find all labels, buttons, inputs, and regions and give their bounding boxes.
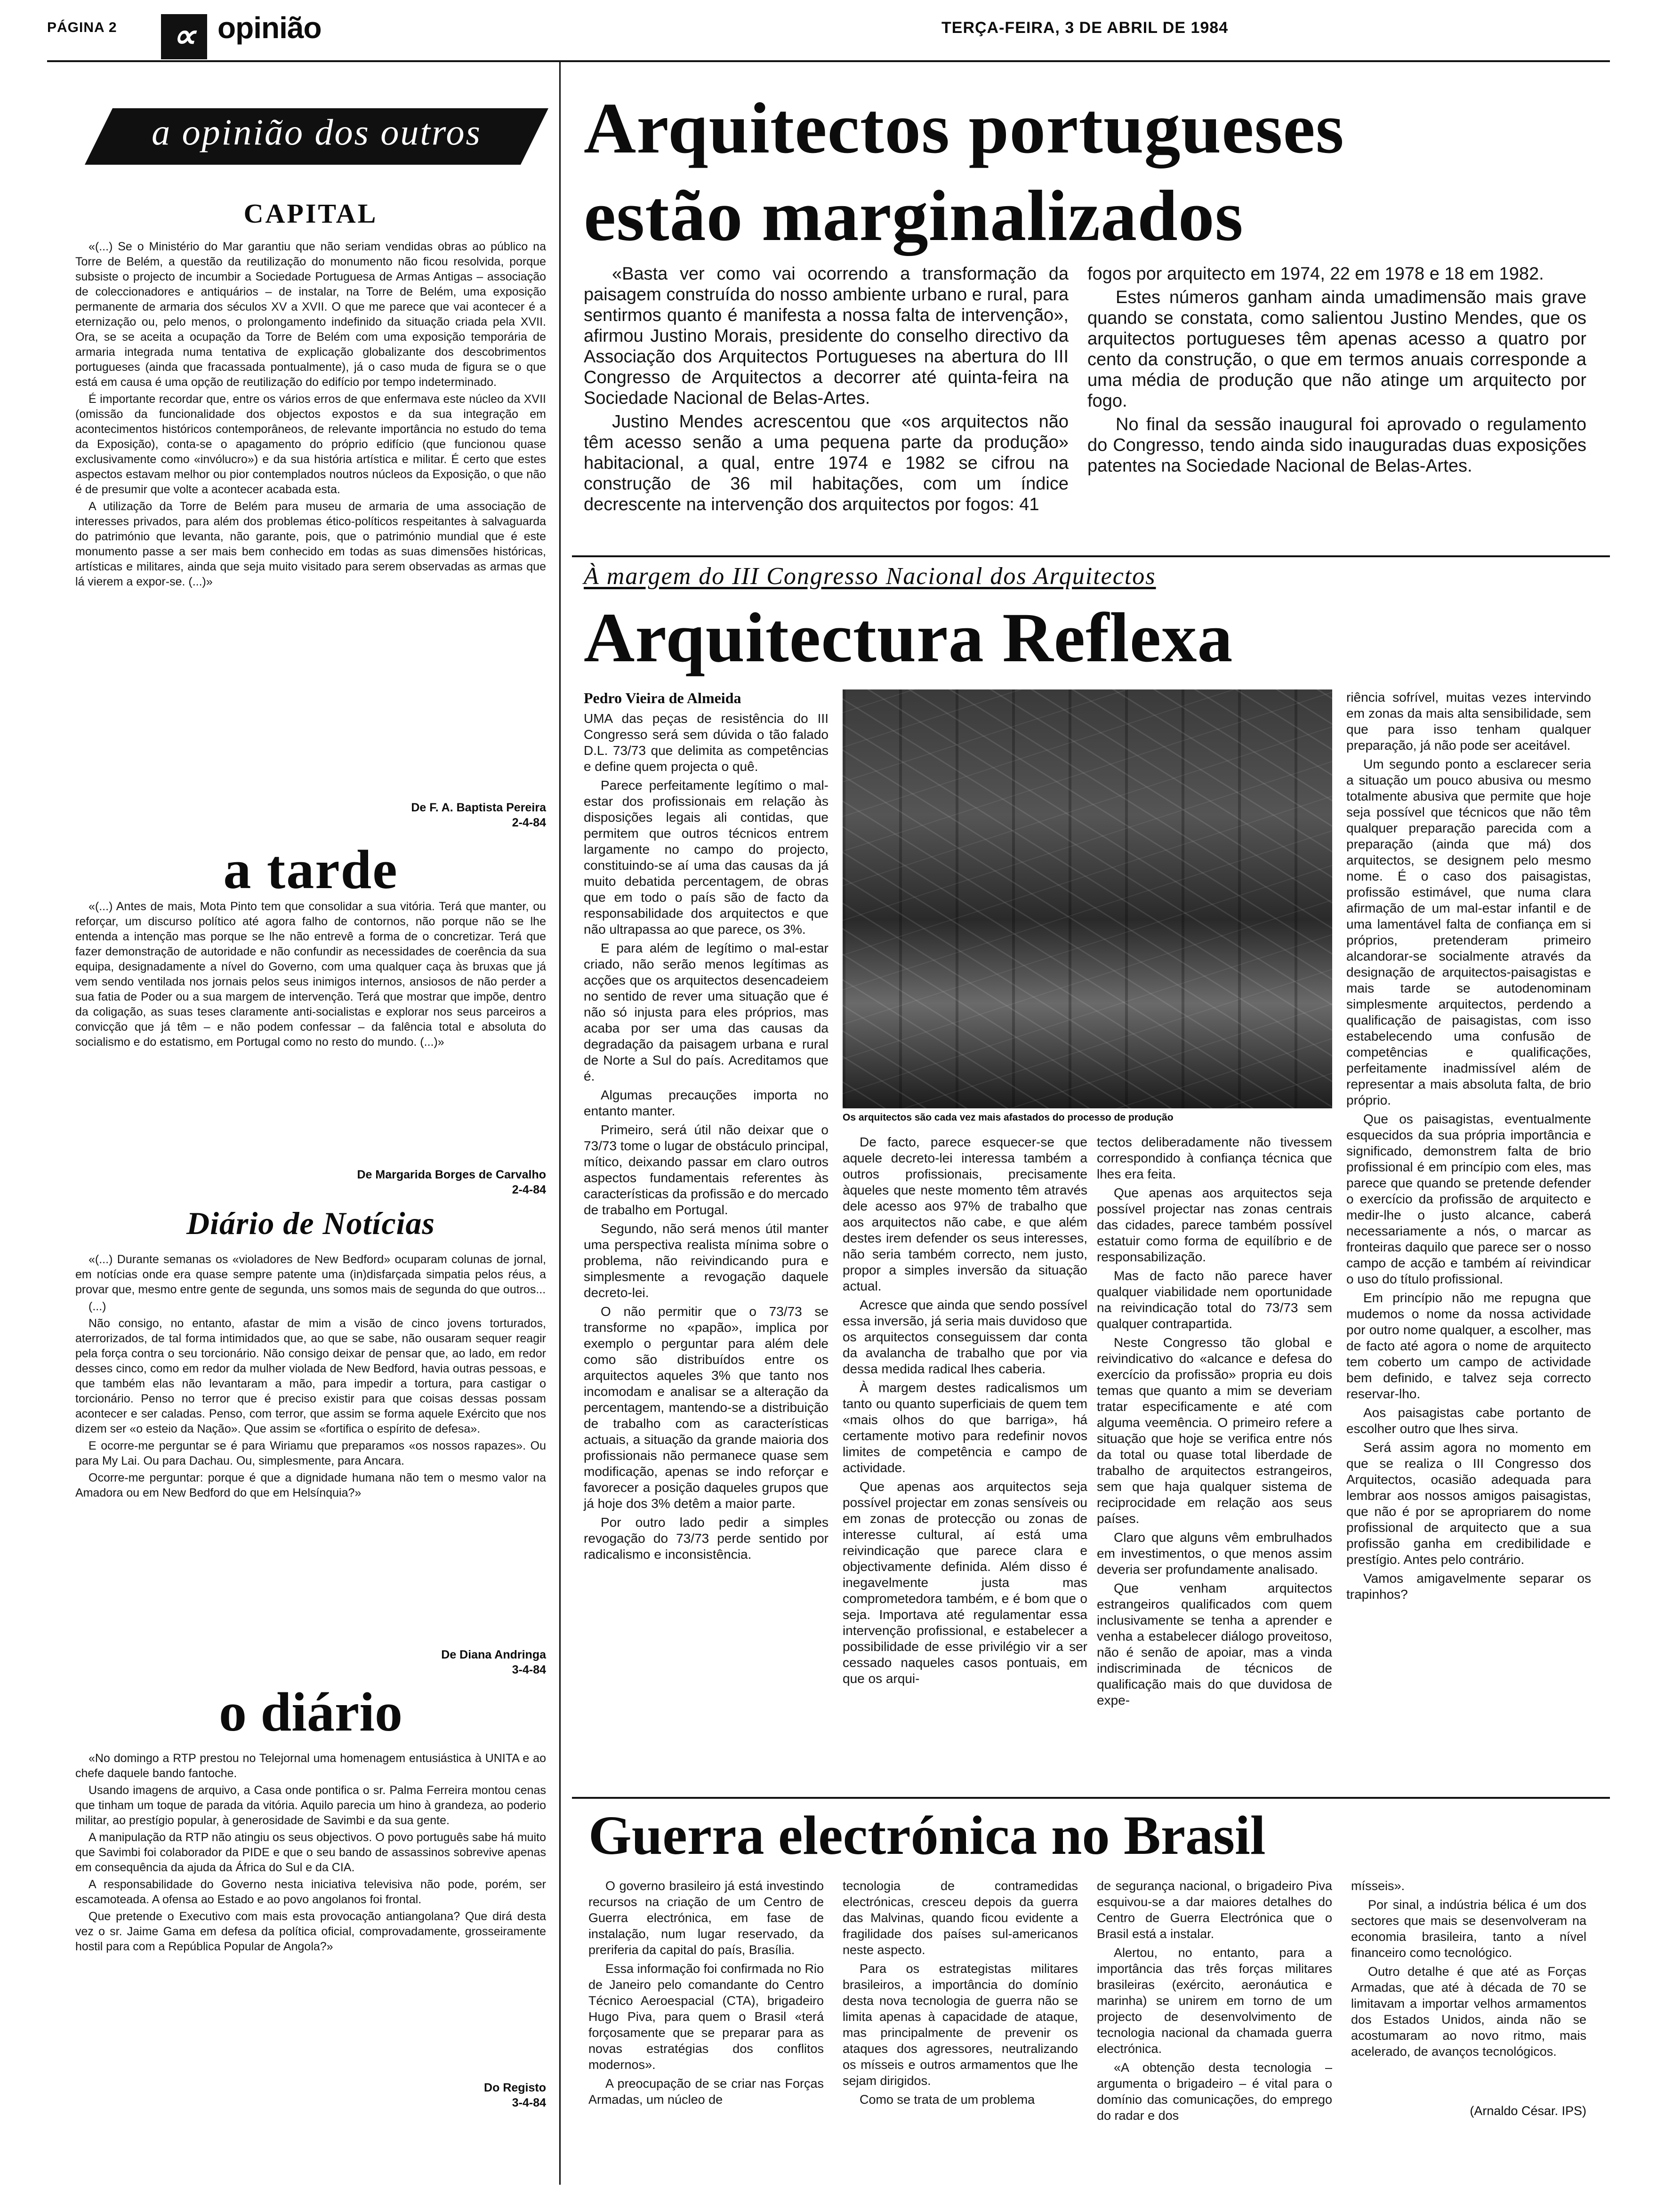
guerra-paragraph: tecnologia de contramedidas electrónicas, cresceu depois da guerra das Malvinas, quando ficou evidente a fragilidade dos países sul-americanos neste aspecto. bbox=[843, 1879, 1078, 1957]
odiario-paragraph: «No domingo a RTP prestou no Telejornal uma homenagem entusiástica à UNITA e ao chefe daquele bando fantoche. bbox=[75, 1752, 546, 1780]
atarde-title: a tarde bbox=[223, 839, 398, 900]
guerra-paragraph: mísseis». bbox=[1351, 1879, 1405, 1893]
capital-paragraph: É importante recordar que, entre os vários erros de que enfermava este núcleo da XVII (omissão da funcionalidade dos objectos expostos e da sua integração em acontecimentos históricos contemporâneos, de relevante importância no estudo do tema da Exposição), conta-se o apagamento do próprio edifício (que funcionou quase exclusivamente como «invólucro») e da sua história artística e militar. É certo que estes aspectos estavam melhor ou pior contemplados noutros núcleos da Exposição, o que não é de presumir que volte a acontecer acabada esta. bbox=[75, 393, 546, 496]
reflexa-paragraph: tectos deliberadamente não tivessem correspondido à confiança técnica que lhes era feita. bbox=[1097, 1135, 1332, 1181]
top-article-paragraph: «Basta ver como vai ocorrendo a transformação da paisagem construída do nosso ambiente urbano e rural, para sentirmos quanto é manifesta a nossa falta de intervenção», afirmou Justino Morais, presidente do conselho directivo da Associação dos Arquitectos Portugueses na abertura do III Congresso de Arquitectos a decorrer até quinta-feira na Sociedade Nacional de Belas-Artes. bbox=[584, 264, 1069, 408]
guerra-col1 bbox=[588, 1878, 824, 2110]
capital-title: CAPITAL bbox=[243, 198, 378, 229]
photo-caption: Os arquitectos são cada vez mais afastados do processo de produção bbox=[843, 1112, 1174, 1123]
guerra-paragraph: Por sinal, a indústria bélica é um dos sectores que mais se desenvolveram na economia brasileira, tanto a nível financeiro como tecnológico. bbox=[1351, 1898, 1586, 1960]
reflexa-paragraph: Segundo, não será menos útil manter uma perspectiva realista mínima sobre o problema, não reivindicando pura e simplesmente a revogação daquele decreto-lei. bbox=[584, 1221, 828, 1300]
issue-date: TERÇA-FEIRA, 3 DE ABRIL DE 1984 bbox=[941, 19, 1229, 37]
guerra-rule bbox=[572, 1797, 1610, 1799]
top-article-paragraph: fogos por arquitecto em 1974, 22 em 1978 e 18 em 1982. bbox=[1087, 264, 1544, 284]
guerra-paragraph: Alertou, no entanto, para a importância das três forças militares brasileiras (exército, aeronáutica e marinha) se unirem em torno de um projecto de desenvolvimento de tecnologia nacional da chamada guerra electrónica. bbox=[1097, 1946, 1332, 2056]
atarde-text bbox=[75, 899, 546, 1051]
signature-date: 3-4-84 bbox=[512, 2096, 546, 2109]
signature-author: De F. A. Baptista Pereira bbox=[411, 801, 546, 814]
reflexa-paragraph: riência sofrível, muitas vezes intervindo em zonas da mais alta sensibilidade, sem que para isso tenham qualquer preparação, já não pode ser aceitável. bbox=[1346, 690, 1591, 753]
odiario-signature bbox=[75, 2080, 546, 2110]
capital-signature bbox=[75, 800, 546, 830]
reflexa-paragraph: UMA das peças de resistência do III Congresso será sem dúvida o tão falado D.L. 73/73 que delimita as competências e define quem projecta o quê. bbox=[584, 711, 828, 774]
reflexa-paragraph: À margem destes radicalismos um tanto ou quanto superficiais de quem tem «mais olhos do que barriga», há certamente motivo para redefinir novos limites de competência e campo de actividade. bbox=[843, 1380, 1087, 1475]
guerra-paragraph: «A obtenção desta tecnologia – argumenta o brigadeiro – é vital para o domínio das comunicações, do emprego do radar e dos bbox=[1097, 2060, 1332, 2123]
reflexa-paragraph: Mas de facto não parece haver qualquer viabilidade nem oportunidade na reivindicação total do 73/73 sem qualquer contrapartida. bbox=[1097, 1268, 1332, 1331]
top-headline bbox=[584, 85, 1619, 260]
left-column-divider bbox=[559, 62, 561, 2185]
dn-title: Diário de Notícias bbox=[186, 1205, 435, 1241]
reflexa-paragraph: Em princípio não me repugna que mudemos o nome da nossa actividade por outro nome qualquer, a escolher, mas de facto até agora o nome de arquitecto tem coberto um campo de actividade bem definido, e talvez seja correcto reservar-lho. bbox=[1346, 1290, 1591, 1401]
top-article-paragraph: No final da sessão inaugural foi aprovado o regulamento do Congresso, tendo ainda sido inauguradas duas exposições patentes na Sociedade Nacional de Belas-Artes. bbox=[1087, 415, 1586, 476]
signature-date: 2-4-84 bbox=[512, 816, 546, 829]
guerra-paragraph: de segurança nacional, o brigadeiro Piva esquivou-se a dar maiores detalhes do Centro de Guerra Electrónica que o Brasil está a instalar. bbox=[1097, 1879, 1332, 1941]
top-article-paragraph: Justino Mendes acrescentou que «os arquitectos não têm acesso senão a uma pequena parte da produção» habitacional, a qual, entre 1974 e 1982 se cifrou na construção de 36 mil habitações, com um índice decrescente na intervenção dos arquitectos por fogos: 41 bbox=[584, 412, 1069, 514]
reflexa-paragraph: E para além de legítimo o mal-estar criado, não serão menos legítimas as acções que os arquitectos desencadeiem no sentido de rever uma situação que é não só injusta para eles próprios, mas acaba por ser uma das causas da degradação da paisagem urbana e rural de Norte a Sul do país. Acreditamos que é. bbox=[584, 941, 828, 1083]
reflexa-paragraph: Aos paisagistas cabe portanto de escolher outro que lhes sirva. bbox=[1346, 1405, 1591, 1436]
guerra-col4 bbox=[1351, 1878, 1586, 2062]
guerra-paragraph: A preocupação de se criar nas Forças Armadas, um núcleo de bbox=[588, 2076, 824, 2107]
signature-author: Do Registo bbox=[484, 2081, 546, 2094]
reflexa-paragraph: Um segundo ponto a esclarecer seria a situação um pouco abusiva ou mesmo totalmente abusiva que permite que hoje seja possível que técnicos que não têm qualquer preparação parecida com a preparação (ainda que má) dos arquitectos, se designem pelo mesmo nome. É o caso dos paisagistas, profissão estimável, que numa clara afirmação de um mal-estar infantil e de uma lamentável falta de confiança em si próprios, pretenderam primeiro alcandorar-se socialmente através da designação de arquitectos-paisagistas e mais tarde se autodenominam simplesmente arquitectos, perdendo a qualificação de paisagistas, com isso estabelecendo uma confusão de competências e qualificações, perfeitamente inadmissível além de representar a mais absoluta falta, de brio próprio. bbox=[1346, 757, 1591, 1107]
reflexa-paragraph: Será assim agora no momento em que se realiza o III Congresso dos Arquitectos, ocasião adequada para lembrar aos nossos amigos paisagistas, que não é por se apropriarem do nome profissional de arquitecto que a sua profissão ganha em credibilidade e prestígio. Antes pelo contrário. bbox=[1346, 1440, 1591, 1567]
reflexa-paragraph: De facto, parece esquecer-se que aquele decreto-lei interessa também a outros profissionais, precisamente àqueles que neste momento têm através dele acesso aos 97% de trabalho que aos arquitectos não cabe, e que além destes irem defender os seus interesses, não seria também correcto, nem justo, propor a simples inversão da situação actual. bbox=[843, 1135, 1087, 1293]
dn-paragraph: Ocorre-me perguntar: porque é que a dignidade humana não tem o mesmo valor na Amadora ou em New Bedford do que em Helsínquia?» bbox=[75, 1471, 546, 1499]
guerra-paragraph: Essa informação foi confirmada no Rio de Janeiro pelo comandante do Centro Técnico Aeroespacial (CTA), brigadeiro Hugo Piva, para quem o Brasil «terá forçosamente que se preparar para as novas estratégias dos conflitos modernos». bbox=[588, 1962, 824, 2072]
reflexa-paragraph: Acresce que ainda que sendo possível essa inversão, já seria mais duvidoso que os arquitectos conseguissem dar conta da avalancha de trabalho que por via dessa medida radical lhes caberia. bbox=[843, 1298, 1087, 1376]
top-article-rule bbox=[572, 555, 1610, 557]
reflexa-col4 bbox=[1346, 689, 1591, 1605]
odiario-text bbox=[75, 1751, 546, 1956]
guerra-paragraph: Como se trata de um problema bbox=[860, 2092, 1035, 2107]
capital-paragraph: A utilização da Torre de Belém para museu de armaria de uma associação de interesses privados, para além dos problemas ético-políticos respeitantes à salvaguarda do património que levanta, não garante, pois, que o património mundial que é este monumento passe a ser mais bem conhecido em todas as suas dimensões históricas, artísticas e militares, ainda que seja muito visitado para serem observadas as armas que lá vierem a expor-se. (...)» bbox=[75, 500, 546, 588]
section-title: opinião bbox=[217, 11, 322, 45]
top-article-paragraph: Estes números ganham ainda umadimensão mais grave quando se constata, como salientou Justino Mendes, que os arquitectos portugueses têm apenas acesso a quatro por cento da construção, o que em termos anuais corresponde a uma média de produção que não atinge um arquitecto por fogo. bbox=[1087, 288, 1586, 411]
reflexa-paragraph: Que apenas aos arquitectos seja possível projectar nas zonas centrais das cidades, parece também possível estatuir como forma de equilíbrio e de responsabilização. bbox=[1097, 1186, 1332, 1264]
reflexa-paragraph: Por outro lado pedir a simples revogação do 73/73 perde sentido por radicalismo e inconsistência. bbox=[584, 1515, 828, 1562]
dn-signature bbox=[75, 1647, 546, 1677]
construction-photo bbox=[843, 689, 1332, 1108]
reflexa-paragraph: Primeiro, será útil não deixar que o 73/73 tome o lugar de obstáculo principal, mítico, deixando passar em claro outros aspectos fundamentais referentes às características da profissão e do mercado de trabalho em Portugal. bbox=[584, 1122, 828, 1217]
capital-text bbox=[75, 239, 546, 591]
top-article-col2 bbox=[1087, 264, 1586, 479]
reflexa-kicker: À margem do III Congresso Nacional dos Arquitectos bbox=[584, 563, 1156, 590]
odiario-title: o diário bbox=[218, 1681, 403, 1743]
page-label: PÁGINA 2 bbox=[47, 20, 117, 35]
signature-date: 2-4-84 bbox=[512, 1183, 546, 1196]
reflexa-paragraph: Claro que alguns vêm embrulhados em investimentos, o que menos assim deveria ser profundamente analisado. bbox=[1097, 1530, 1332, 1577]
odiario-paragraph: Usando imagens de arquivo, a Casa onde pontifica o sr. Palma Ferreira montou cenas que tinham um toque de parada da vitória. Aquilo parecia um hino à grandeza, ao poderio militar, ao prestígio popular, à generosidade de Savimbi e da sua gente. bbox=[75, 1784, 546, 1827]
guerra-col2 bbox=[843, 1878, 1078, 2110]
dn-text bbox=[75, 1252, 546, 1502]
reflexa-paragraph: Vamos amigavelmente separar os trapinhos? bbox=[1346, 1571, 1591, 1602]
atarde-paragraph: «(...) Antes de mais, Mota Pinto tem que consolidar a sua vitória. Terá que manter, ou reforçar, um discurso político até agora falho de contornos, não porque não se lhe entenda a intenção mas porque se lhe não entrevê a forma de o concretizar. Terá que fazer demonstração de autoridade e não confundir as necessidades de coerência da sua equipa, designadamente a nível do Governo, com uma qualquer caça às bruxas que já vem sendo ventilada nos jornais pelos seus inimigos internos, ansiosos de não perder a sua fatia de Poder ou a sua margem de intervenção. Terá que mostrar que impõe, dentro da coligação, as suas teses claramente anti-socialistas e explorar nos seus parceiros a convicção que já têm – e não podem confessar – da falência total e absoluta do socialismo e do estatismo, em Portugal como no resto do mundo. (...)» bbox=[75, 900, 546, 1049]
reflexa-headline: Arquitectura Reflexa bbox=[584, 599, 1233, 677]
guerra-paragraph: Para os estrategistas militares brasileiros, a importância do domínio desta nova tecnologia de guerra não se limita apenas à capacidade de ataque, mas principalmente de prevenir os ataques dos agressores, neutralizando os mísseis e outros armamentos que lhe sejam dirigidos. bbox=[843, 1962, 1078, 2088]
capital-paragraph: «(...) Se o Ministério do Mar garantiu que não seriam vendidas obras ao público na Torre de Belém, a questão da reutilização do monumento não ficou resolvida, porque subsiste o projecto de incumbir a Sociedade Portuguesa de Armas Antigas – associação de coleccionadores e antiquários – de instalar, na Torre de Belém, uma exposição permanente de armaria dos séculos XV a XVII. O que me parece que vai acontecer é a eternização ou, pelo menos, o prolongamento indefinido da situação criada pela XVII. Ora, se se aceita a ocupação da Torre de Belém com uma exposição temporária de armaria integrada numa tentativa de explicação globalizante dos descobrimentos portugueses (ainda que fracassada pontualmente), já o caso muda de figura se o que está em causa é uma opção de reutilização do edifício por tempo indeterminado. bbox=[75, 240, 546, 389]
atarde-signature bbox=[75, 1167, 546, 1197]
odiario-paragraph: Que pretende o Executivo com mais esta provocação antiangolana? Que dirá desta vez o sr. Jaime Gama em defesa da política oficial, comprovadamente, grosseiramente hostil para com a República Popular de Angola?» bbox=[75, 1910, 546, 1953]
dn-paragraph: Não consigo, no entanto, afastar de mim a visão de cinco jovens torturados, aterrorizados, de tal forma intimidados que, ao que se sabe, não ousaram sequer reagir pela força contra o seu torcionário. Não consigo deixar de pensar que, ao lado, em redor desses cinco, como em redor da mulher violada de New Bedford, havia outras pessoas, e que também elas não levantaram a mão, para impedir a tortura, para castigar o torcionário. Penso no terror que é preciso existir para que coisas dessas possam acontecer e ser caladas. Penso, com terror, que assim se forma aquele Exército que nos dizem ser «o esteio da Nação». Que assim se «fortifica o espírito de defesa». bbox=[75, 1317, 546, 1435]
header-rule bbox=[47, 60, 1610, 62]
opiniao-banner-text: a opinião dos outros bbox=[152, 112, 482, 152]
odiario-paragraph: A responsabilidade do Governo nesta iniciativa televisiva não pode, porém, ser escamoteada. A ofensa ao Estado e ao povo angolanos foi frontal. bbox=[75, 1878, 546, 1906]
top-article-col1 bbox=[584, 264, 1069, 518]
signature-author: De Diana Andringa bbox=[441, 1648, 546, 1661]
reflexa-byline: Pedro Vieira de Almeida bbox=[584, 689, 741, 706]
dn-paragraph: (...) bbox=[88, 1300, 106, 1313]
top-headline-line: Arquitectos portugueses bbox=[584, 88, 1344, 168]
guerra-credit: (Arnaldo César. IPS) bbox=[1470, 2104, 1586, 2118]
reflexa-paragraph: Que os paisagistas, eventualmente esquecidos da sua própria importância e significado, demonstrem falta de brio profissional é em princípio com eles, mas parece que quando se pretende defender o exercício da profissão de arquitecto e medir-lhe o justo alcance, caberá necessariamente a nós, o marcar as fronteiras daquilo que parece ser o nosso campo de acção e também aí reivindicar o uso do título profissional. bbox=[1346, 1112, 1591, 1286]
top-headline-line: estão marginalizados bbox=[584, 176, 1244, 256]
guerra-paragraph: Outro detalhe é que até as Forças Armadas, que até à década de 70 se limitavam a importar velhos armamentos dos Estados Unidos, ainda não se acostumaram ao novo ritmo, mais acelerado, de avanços tecnológicos. bbox=[1351, 1964, 1586, 2059]
reflexa-paragraph: Parece perfeitamente legítimo o mal-estar dos profissionais em relação às disposições legais ali contidas, que permitem que outros técnicos entrem largamente no campo do projecto, constituindo-se aí uma das causas da já muito debatida percentagem, de obras que em todo o país são de facto da responsabilidade dos arquitectos e que não ultrapassa ao que parece, os 3%. bbox=[584, 778, 828, 937]
reflexa-paragraph: Que venham arquitectos estrangeiros qualificados com quem inclusivamente se tenha a aprender e venha a estabelecer diálogo proveitoso, não é senão de apoiar, mas a vinda indiscriminada de técnicos de qualificação mais do que duvidosa de expe- bbox=[1097, 1581, 1332, 1707]
reflexa-col3 bbox=[1097, 1134, 1332, 1711]
dn-paragraph: E ocorre-me perguntar se é para Wiriamu que preparamos «os nossos rapazes». Ou para My Lai. Ou para Dachau. Ou, simplesmente, para Ancara. bbox=[75, 1439, 546, 1467]
reflexa-paragraph: Que apenas aos arquitectos seja possível projectar em zonas sensíveis ou em zonas de protecção ou zonas de interesse cultural, aí está uma reivindicação que parece clara e objectivamente definida. Além disso é inegavelmente justa mas comprometedora também, e é bom que o seja. Importava até regulamentar essa intervenção profissional, e estabelecer a possibilidade de esse privilégio vir a ser cessado naqueles casos pontuais, em que os arqui- bbox=[843, 1479, 1087, 1686]
section-logo-icon: ∝ bbox=[161, 14, 207, 59]
signature-author: De Margarida Borges de Carvalho bbox=[357, 1168, 546, 1181]
odiario-paragraph: A manipulação da RTP não atingiu os seus objectivos. O povo português sabe há muito que Savimbi foi colaborador da PIDE e que o seu bando de assassinos sobrevive apenas em consequência da ajuda da África do Sul e da CIA. bbox=[75, 1831, 546, 1874]
guerra-col3 bbox=[1097, 1878, 1332, 2126]
guerra-paragraph: O governo brasileiro já está investindo recursos na criação de um Centro de Guerra electrónica, em fase de instalação, num lugar reservado, da preriferia da capital do país, Brasília. bbox=[588, 1879, 824, 1957]
dn-paragraph: «(...) Durante semanas os «violadores de New Bedford» ocuparam colunas de jornal, em notícias onde era quase sempre patente uma (in)disfarçada simpatia pelos réus, a provar que, mesmo entre gente de segunda, uns somos mais de segunda do que outros... bbox=[75, 1253, 546, 1296]
guerra-headline: Guerra electrónica no Brasil bbox=[588, 1804, 1266, 1866]
reflexa-col1 bbox=[584, 711, 828, 1565]
reflexa-paragraph: Algumas precauções importa no entanto manter. bbox=[584, 1088, 828, 1118]
reflexa-col2 bbox=[843, 1134, 1087, 1690]
reflexa-paragraph: Neste Congresso tão global e reivindicativo do «alcance e defesa do exercício da profissão» propria eu dois temas que quanto a mim se deveriam tratar especificamente e até com alguma veemência. O primeiro refere a situação que hoje se verifica entre nós da total ou quase total liberdade de trabalho de arquitectos estrangeiros, sem que haja qualquer sistema de reciprocidade em relação aos seus países. bbox=[1097, 1335, 1332, 1526]
signature-date: 3-4-84 bbox=[512, 1663, 546, 1676]
reflexa-paragraph: O não permitir que o 73/73 se transforme no «papão», implica por exemplo o perguntar para além dele como são distribuídos entre os arquitectos aqueles 3% que tanto nos incomodam e analisar se a alteração da percentagem, mantendo-se a distribuição de trabalho com as características actuais, a situação da grande maioria dos profissionais não permanece quase sem modificação, apenas se indo reforçar e favorecer a posição daqueles grupos que já hoje dos 3% detêm a maior parte. bbox=[584, 1304, 828, 1511]
